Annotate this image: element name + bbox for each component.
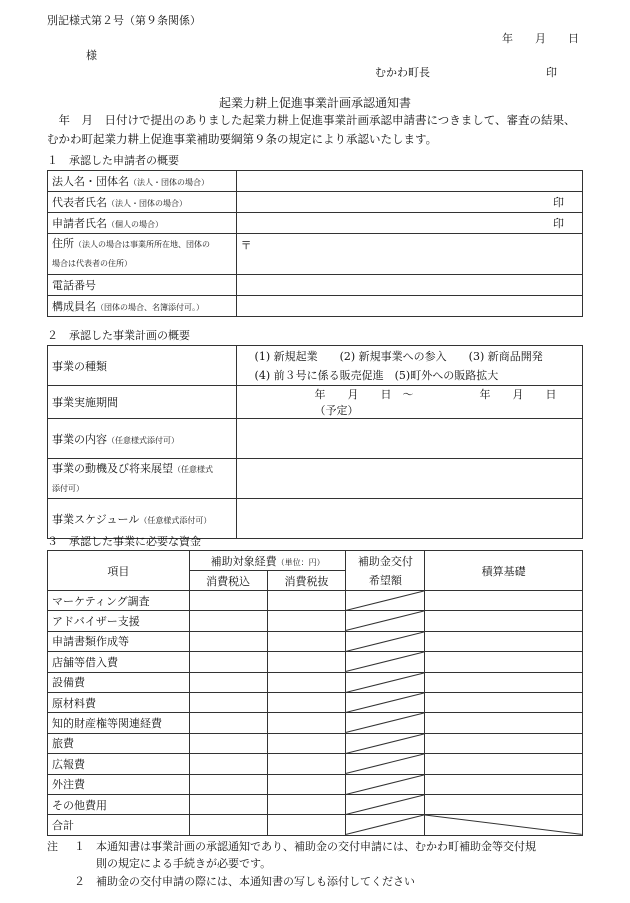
table-row	[48, 591, 583, 611]
basis-cell[interactable]	[425, 631, 583, 651]
tax-in-cell[interactable]	[189, 611, 267, 631]
table-row	[48, 386, 583, 419]
item-label: 知的財産権等関連経費	[48, 713, 190, 733]
item-label: 原材料費	[48, 692, 190, 712]
label-cell	[48, 213, 237, 234]
value-cell[interactable]	[236, 296, 582, 317]
item-label: マーケティング調査	[48, 591, 190, 611]
request-cell[interactable]	[346, 713, 425, 733]
diagonal-line	[346, 652, 424, 671]
basis-cell[interactable]	[425, 672, 583, 692]
form-number: 別記様式第２号（第９条関係）	[47, 14, 201, 27]
item-label: 設備費	[48, 672, 190, 692]
table-row	[48, 192, 583, 213]
row-note: （法人・団体の場合）	[107, 199, 187, 208]
row-note: 場合は代表者の住所）	[52, 259, 132, 268]
request-cell[interactable]	[346, 652, 425, 672]
col-tax-ex: 消費税抜	[267, 571, 346, 591]
table-row	[48, 672, 583, 692]
diagonal-line	[346, 693, 424, 712]
section1-heading: １ 承認した申請者の概要	[47, 154, 179, 167]
diagonal-strike	[346, 734, 424, 753]
row-label: 代表者氏名	[52, 196, 107, 209]
basis-cell[interactable]	[425, 815, 583, 835]
diagonal-line	[346, 713, 424, 732]
diagonal-line	[346, 591, 424, 610]
table-row	[48, 733, 583, 753]
table-row	[48, 713, 583, 733]
request-cell[interactable]	[346, 591, 425, 611]
tax-in-cell[interactable]	[189, 754, 267, 774]
diagonal-line	[346, 775, 424, 794]
table-row	[48, 774, 583, 794]
diagonal-strike	[425, 815, 582, 834]
tax-in-cell[interactable]	[189, 672, 267, 692]
request-cell[interactable]	[346, 611, 425, 631]
diagonal-line	[425, 815, 582, 834]
issuer-seal: 印	[546, 66, 557, 79]
table-header-row	[48, 551, 583, 571]
tax-ex-cell[interactable]	[267, 611, 346, 631]
section3-heading: ３ 承認した事業に必要な資金	[47, 535, 201, 548]
table-row	[48, 275, 583, 296]
plan-table	[47, 345, 583, 539]
business-type-options-2: (4) 前３号に係る販売促進 (5)町外への販路拡大	[254, 368, 499, 382]
addressee-suffix: 様	[86, 49, 97, 62]
notes-label: 注	[47, 840, 58, 853]
label-cell	[48, 459, 237, 499]
diagonal-line	[346, 611, 424, 630]
value-cell[interactable]	[236, 419, 582, 459]
item-label: その他費用	[48, 794, 190, 814]
label-cell	[48, 296, 237, 317]
label-cell: 事業の種類	[48, 346, 237, 386]
col-target	[189, 551, 346, 571]
tax-ex-cell[interactable]	[267, 774, 346, 794]
diagonal-line	[346, 673, 424, 692]
request-cell[interactable]	[346, 815, 425, 835]
table-row	[48, 754, 583, 774]
value-cell[interactable]	[236, 459, 582, 499]
tax-in-cell[interactable]	[189, 733, 267, 753]
request-cell[interactable]	[346, 733, 425, 753]
row-label: 法人名・団体名	[52, 175, 129, 188]
tax-in-cell[interactable]	[189, 774, 267, 794]
table-row	[48, 815, 583, 835]
col-request-line1: 補助金交付	[357, 554, 413, 568]
diagonal-strike	[346, 775, 424, 794]
col-tax-in: 消費税込	[189, 571, 267, 591]
business-type-options-1: (1) 新規起業 (2) 新規事業への参入 (3) 新商品開発	[254, 349, 543, 363]
value-cell[interactable]: 〒	[236, 234, 582, 275]
tax-ex-cell[interactable]	[267, 815, 346, 835]
tax-ex-cell[interactable]	[267, 713, 346, 733]
row-note: （任意様式添付可）	[107, 435, 179, 445]
basis-cell[interactable]	[425, 713, 583, 733]
diagonal-strike	[346, 632, 424, 651]
tax-in-cell[interactable]	[189, 692, 267, 712]
table-row	[48, 794, 583, 814]
label-cell	[48, 171, 237, 192]
request-cell[interactable]	[346, 774, 425, 794]
basis-cell[interactable]	[425, 652, 583, 672]
diagonal-line	[346, 632, 424, 651]
request-cell[interactable]	[346, 794, 425, 814]
diagonal-line	[346, 815, 424, 834]
row-note: （任意様式添付可）	[139, 515, 212, 525]
table-row	[48, 171, 583, 192]
col-target-unit: （単位：円）	[276, 557, 325, 567]
funding-table	[47, 550, 583, 836]
diagonal-strike	[346, 652, 424, 671]
label-cell	[48, 234, 237, 275]
tax-in-cell[interactable]	[189, 815, 267, 835]
diagonal-line	[346, 734, 424, 753]
value-cell[interactable]: 印	[236, 192, 582, 213]
tax-in-cell[interactable]	[189, 713, 267, 733]
tax-ex-cell[interactable]	[267, 591, 346, 611]
table-row	[48, 611, 583, 631]
value-cell[interactable]	[236, 346, 582, 386]
row-note: （団体の場合、名簿添付可。）	[96, 303, 204, 312]
row-note: （法人の場合は事業所所在地、団体の	[74, 240, 210, 249]
table-row	[48, 296, 583, 317]
item-label: 広報費	[48, 754, 190, 774]
col-target-label: 補助対象経費	[210, 554, 277, 568]
date-line: 年 月 日	[502, 32, 579, 45]
table-row	[48, 213, 583, 234]
diagonal-strike	[346, 673, 424, 692]
diagonal-strike	[346, 611, 424, 630]
section2-heading: ２ 承認した事業計画の概要	[47, 329, 190, 342]
table-row	[48, 459, 583, 499]
label-cell: 電話番号	[48, 275, 237, 296]
label-cell	[48, 192, 237, 213]
basis-cell[interactable]	[425, 774, 583, 794]
row-note: （法人・団体の場合）	[129, 178, 209, 187]
row-note: 添付可）	[52, 483, 84, 493]
basis-cell[interactable]	[425, 794, 583, 814]
tax-ex-cell[interactable]	[267, 733, 346, 753]
row-label: 構成員名	[52, 300, 96, 313]
note1-line2: 則の規定による手続きが必要です。	[96, 857, 272, 870]
col-request	[346, 551, 425, 591]
table-row	[48, 631, 583, 651]
tax-in-cell[interactable]	[189, 794, 267, 814]
item-label: 旅費	[48, 733, 190, 753]
row-note: （個人の場合）	[107, 220, 163, 229]
request-cell[interactable]	[346, 692, 425, 712]
label-cell	[48, 419, 237, 459]
tax-ex-cell[interactable]	[267, 672, 346, 692]
tax-ex-cell[interactable]	[267, 652, 346, 672]
diagonal-line	[346, 795, 424, 814]
row-label: 事業の内容	[52, 432, 107, 446]
tax-in-cell[interactable]	[189, 631, 267, 651]
col-basis: 積算基礎	[425, 551, 583, 591]
request-cell[interactable]	[346, 631, 425, 651]
table-row	[48, 346, 583, 386]
basis-cell[interactable]	[425, 692, 583, 712]
item-label: アドバイザー支援	[48, 611, 190, 631]
item-label: 合計	[48, 815, 190, 835]
label-cell: 事業実施期間	[48, 386, 237, 419]
row-label: 事業の動機及び将来展望	[52, 461, 173, 475]
applicant-table	[47, 170, 583, 317]
table-row	[48, 692, 583, 712]
col-request-line2: 希望額	[368, 573, 402, 587]
value-cell[interactable]: 印	[236, 213, 582, 234]
request-cell[interactable]	[346, 672, 425, 692]
value-cell[interactable]	[236, 171, 582, 192]
request-cell[interactable]	[346, 754, 425, 774]
note2-text: 補助金の交付申請の際には、本通知書の写しも添付してください	[96, 875, 415, 888]
tax-in-cell[interactable]	[189, 652, 267, 672]
note1-line1: 本通知書は事業計画の承認通知であり、補助金の交付申請には、むかわ町補助金等交付規	[96, 840, 536, 853]
row-label: 申請者氏名	[52, 217, 107, 230]
row-label: 住所	[52, 237, 74, 250]
diagonal-strike	[346, 591, 424, 610]
tax-ex-cell[interactable]	[267, 794, 346, 814]
value-cell[interactable]	[236, 275, 582, 296]
diagonal-line	[346, 754, 424, 773]
document-title: 起業力耕上促進事業計画承認通知書	[218, 96, 411, 110]
table-row	[48, 652, 583, 672]
value-cell[interactable]	[236, 499, 582, 539]
table-row	[48, 234, 583, 275]
tax-ex-cell[interactable]	[267, 631, 346, 651]
row-label: 事業スケジュール	[52, 512, 140, 526]
note1-number: １	[74, 840, 85, 853]
tax-ex-cell[interactable]	[267, 754, 346, 774]
row-note: （任意様式	[173, 464, 213, 474]
tax-in-cell[interactable]	[189, 591, 267, 611]
col-item: 項目	[48, 551, 190, 591]
diagonal-strike	[346, 754, 424, 773]
basis-cell[interactable]	[425, 754, 583, 774]
basis-cell[interactable]	[425, 611, 583, 631]
tax-ex-cell[interactable]	[267, 692, 346, 712]
item-label: 外注費	[48, 774, 190, 794]
basis-cell[interactable]	[425, 591, 583, 611]
diagonal-strike	[346, 713, 424, 732]
diagonal-strike	[346, 815, 424, 834]
item-label: 申請書類作成等	[48, 631, 190, 651]
value-cell[interactable]: 年 月 日 ～ 年 月 日（予定）	[236, 386, 582, 419]
item-label: 店舗等借入費	[48, 652, 190, 672]
diagonal-strike	[346, 795, 424, 814]
basis-cell[interactable]	[425, 733, 583, 753]
diagonal-strike	[346, 693, 424, 712]
body-text: 年 月 日付けで提出のありました起業力耕上促進事業計画承認申請書につきまして、審査の結果、むかわ町起業力耕上促進事業補助要綱第９条の規定により承認いたします。	[47, 113, 576, 146]
table-row	[48, 419, 583, 459]
note2-number: ２	[74, 875, 85, 888]
issuer-name: むかわ町長	[375, 66, 430, 79]
